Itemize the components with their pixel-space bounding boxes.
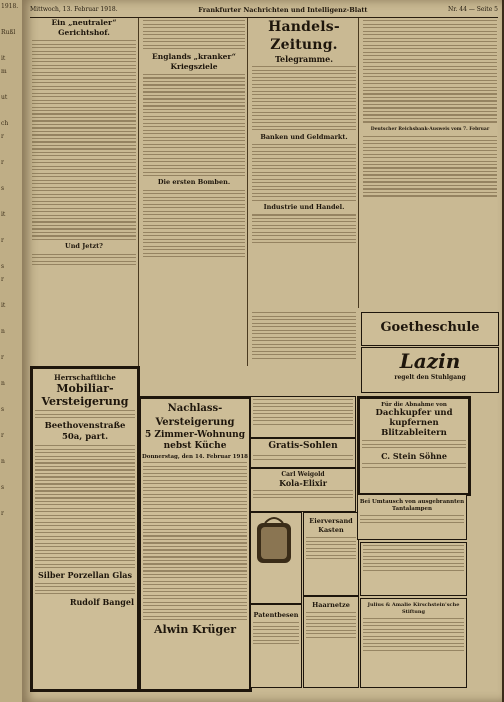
ad-gratis-sohlen xyxy=(250,438,356,468)
carl-text: Carl Weigold xyxy=(281,471,325,478)
ad-dachkupfer xyxy=(357,396,471,496)
article-body-und-jetzt xyxy=(32,254,136,266)
date-line: Mittwoch, 13. Februar 1918. xyxy=(30,6,118,13)
nachlass-date: Donnerstag, den 14. Februar 1918 xyxy=(142,454,248,460)
mobiliar-address: Beethovenstraße 50a, part. xyxy=(44,420,126,442)
ad-carl-weigold xyxy=(250,468,356,512)
page-number: Nr. 44 — Seite 5 xyxy=(448,6,498,13)
goetheschule-text: Goetheschule xyxy=(380,320,480,335)
nachlass-sub: 5 Zimmer-Wohnung nebst Küche xyxy=(145,430,245,451)
ad-goetheschule xyxy=(361,312,499,346)
ad-tantalampen xyxy=(357,494,467,540)
column-3 xyxy=(250,18,359,308)
section-sub-telegramme: Telegramme. xyxy=(274,54,334,64)
telegram-body xyxy=(252,66,356,130)
article-body-bomben xyxy=(143,190,245,257)
article-title-england: Englands „kranker“ Kriegsziele xyxy=(152,51,236,71)
column-1 xyxy=(30,18,139,366)
ad-small-2 xyxy=(360,542,467,596)
gratis-text: Gratis-Sohlen xyxy=(268,441,338,451)
lazin-brand: Lazin xyxy=(399,349,461,373)
masthead: Frankfurter Nachrichten und Intelligenz-Blatt xyxy=(198,6,368,14)
article-title-bomben: Die ersten Bomben. xyxy=(157,178,231,187)
ad-picture xyxy=(250,512,302,604)
lazin-sub: regelt den Stuhlgang xyxy=(394,374,466,381)
section-title-handels: Handels-Zeitung. xyxy=(268,19,340,53)
ad-eierversand xyxy=(303,512,359,596)
section-banken: Banken und Geldmarkt. xyxy=(260,132,348,141)
kola-text: Kola-Elixir xyxy=(279,478,327,488)
mobiliar-bottom: Silber Porzellan Glas xyxy=(38,570,132,581)
previous-page-edge: 1918. Rußl it m ut ch r r s it r s r it n r n s r n s r xyxy=(0,0,26,702)
banken-body xyxy=(252,144,356,201)
running-head xyxy=(30,3,498,18)
nachlass-firm: Alwin Krüger xyxy=(153,622,237,636)
mobiliar-title2: Mobiliar-Versteigerung xyxy=(41,382,129,408)
handbag-illustration xyxy=(251,513,297,583)
article-title-court: Ein „neutraler“ Gerichtshof. xyxy=(51,18,117,37)
eierversand-text: Eierversand Kasten xyxy=(309,517,353,534)
article-body-court xyxy=(32,40,136,240)
column-2 xyxy=(141,18,248,366)
ad-small-1 xyxy=(250,396,356,438)
article-body-continued xyxy=(143,20,245,49)
stiftung-text: Julius & Amalie Kirschstein'sche Stiftung xyxy=(367,602,460,615)
article-title-und-jetzt: Und Jetzt? xyxy=(65,242,103,251)
ad-mobiliar-versteigerung xyxy=(30,366,140,692)
dachkupfer-title1: Dachkupfer und xyxy=(375,408,453,418)
ad-lazin xyxy=(361,347,499,393)
dachkupfer-head: Für die Abnahme von xyxy=(381,402,447,408)
industrie-body xyxy=(252,214,356,243)
mobiliar-title1: Herrschaftliche xyxy=(54,373,116,382)
haarnetze-text: Haarnetze xyxy=(312,601,350,609)
section-industrie: Industrie und Handel. xyxy=(263,203,345,212)
article-body-england xyxy=(143,74,245,176)
nachlass-title: Nachlass-Versteigerung xyxy=(155,403,235,428)
column-4-body-2 xyxy=(363,178,497,197)
ad-haarnetze xyxy=(303,596,359,688)
column-4 xyxy=(361,18,499,308)
mobiliar-firm: Rudolf Bangel xyxy=(69,596,134,607)
dachkupfer-firm: C. Stein Söhne xyxy=(381,450,447,461)
patent-text: Patentbesen xyxy=(253,611,299,619)
reichsbank-table xyxy=(363,136,497,176)
table-title: Deutscher Reichsbank-Ausweis vom 7. Februar xyxy=(370,126,490,132)
ad-stiftung xyxy=(360,598,467,688)
ad-col3-text xyxy=(250,310,358,390)
ad-nachlass-versteigerung xyxy=(138,396,252,692)
dachkupfer-title2: kupfernen Blitzableitern xyxy=(381,418,447,438)
column-4-body xyxy=(363,20,497,122)
tantal-text: Bei Umtausch von ausgebrannten Tantalampen xyxy=(359,499,465,512)
ad-patentbesen xyxy=(250,604,302,688)
